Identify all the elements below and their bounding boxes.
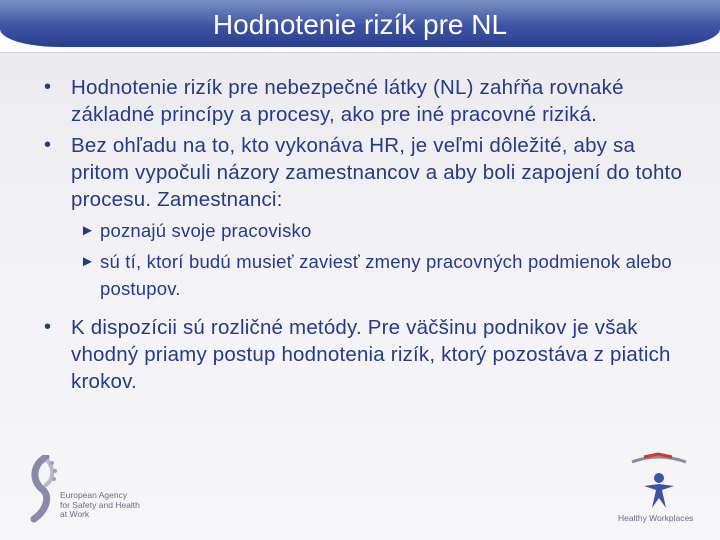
bullet-item xyxy=(44,132,684,213)
healthy-workplaces-label: Healthy Workplaces xyxy=(618,513,694,523)
slide-content xyxy=(44,74,684,399)
bullet-item xyxy=(44,74,684,128)
arrow-icon: ► xyxy=(80,253,96,270)
sub-bullet-text: poznajú svoje pracovisko xyxy=(100,220,312,241)
bullet-item xyxy=(44,314,684,395)
bullet-text: K dispozícii sú rozličné metódy. Pre väčšinu podnikov je však vhodný priamy postup hodnotenia rizík, ktorý pozostáva z piatich krokov. xyxy=(71,316,671,393)
sub-bullet-item xyxy=(44,248,684,302)
eu-osha-logo xyxy=(24,455,164,523)
eu-osha-emblem-icon xyxy=(24,455,64,523)
bullet-icon: • xyxy=(44,134,52,156)
slide-title: Hodnotenie rizík pre NL xyxy=(212,9,508,40)
healthy-workplaces-emblem-icon xyxy=(614,452,704,512)
agency-name: European Agency for Safety and Health at Work xyxy=(60,490,140,519)
slide-header xyxy=(0,0,720,53)
bullet-icon: • xyxy=(44,76,52,98)
arrow-icon: ► xyxy=(80,222,96,239)
bullet-text: Hodnotenie rizík pre nebezpečné látky (NL) zahŕňa rovnaké základné princípy a procesy, ako pre iné pracovné riziká. xyxy=(71,76,624,126)
bullet-icon: • xyxy=(44,316,52,338)
sub-bullet-item xyxy=(44,217,684,244)
sub-bullet-text: sú tí, ktorí budú musieť zaviesť zmeny pracovných podmienok alebo postupov. xyxy=(100,251,672,299)
healthy-workplaces-logo xyxy=(614,452,704,527)
bullet-text: Bez ohľadu na to, kto vykonáva HR, je veľmi dôležité, aby sa pritom vypočuli názory zamestnancov a aby boli zapojení do tohto procesu. Zamestnanci: xyxy=(71,134,683,211)
